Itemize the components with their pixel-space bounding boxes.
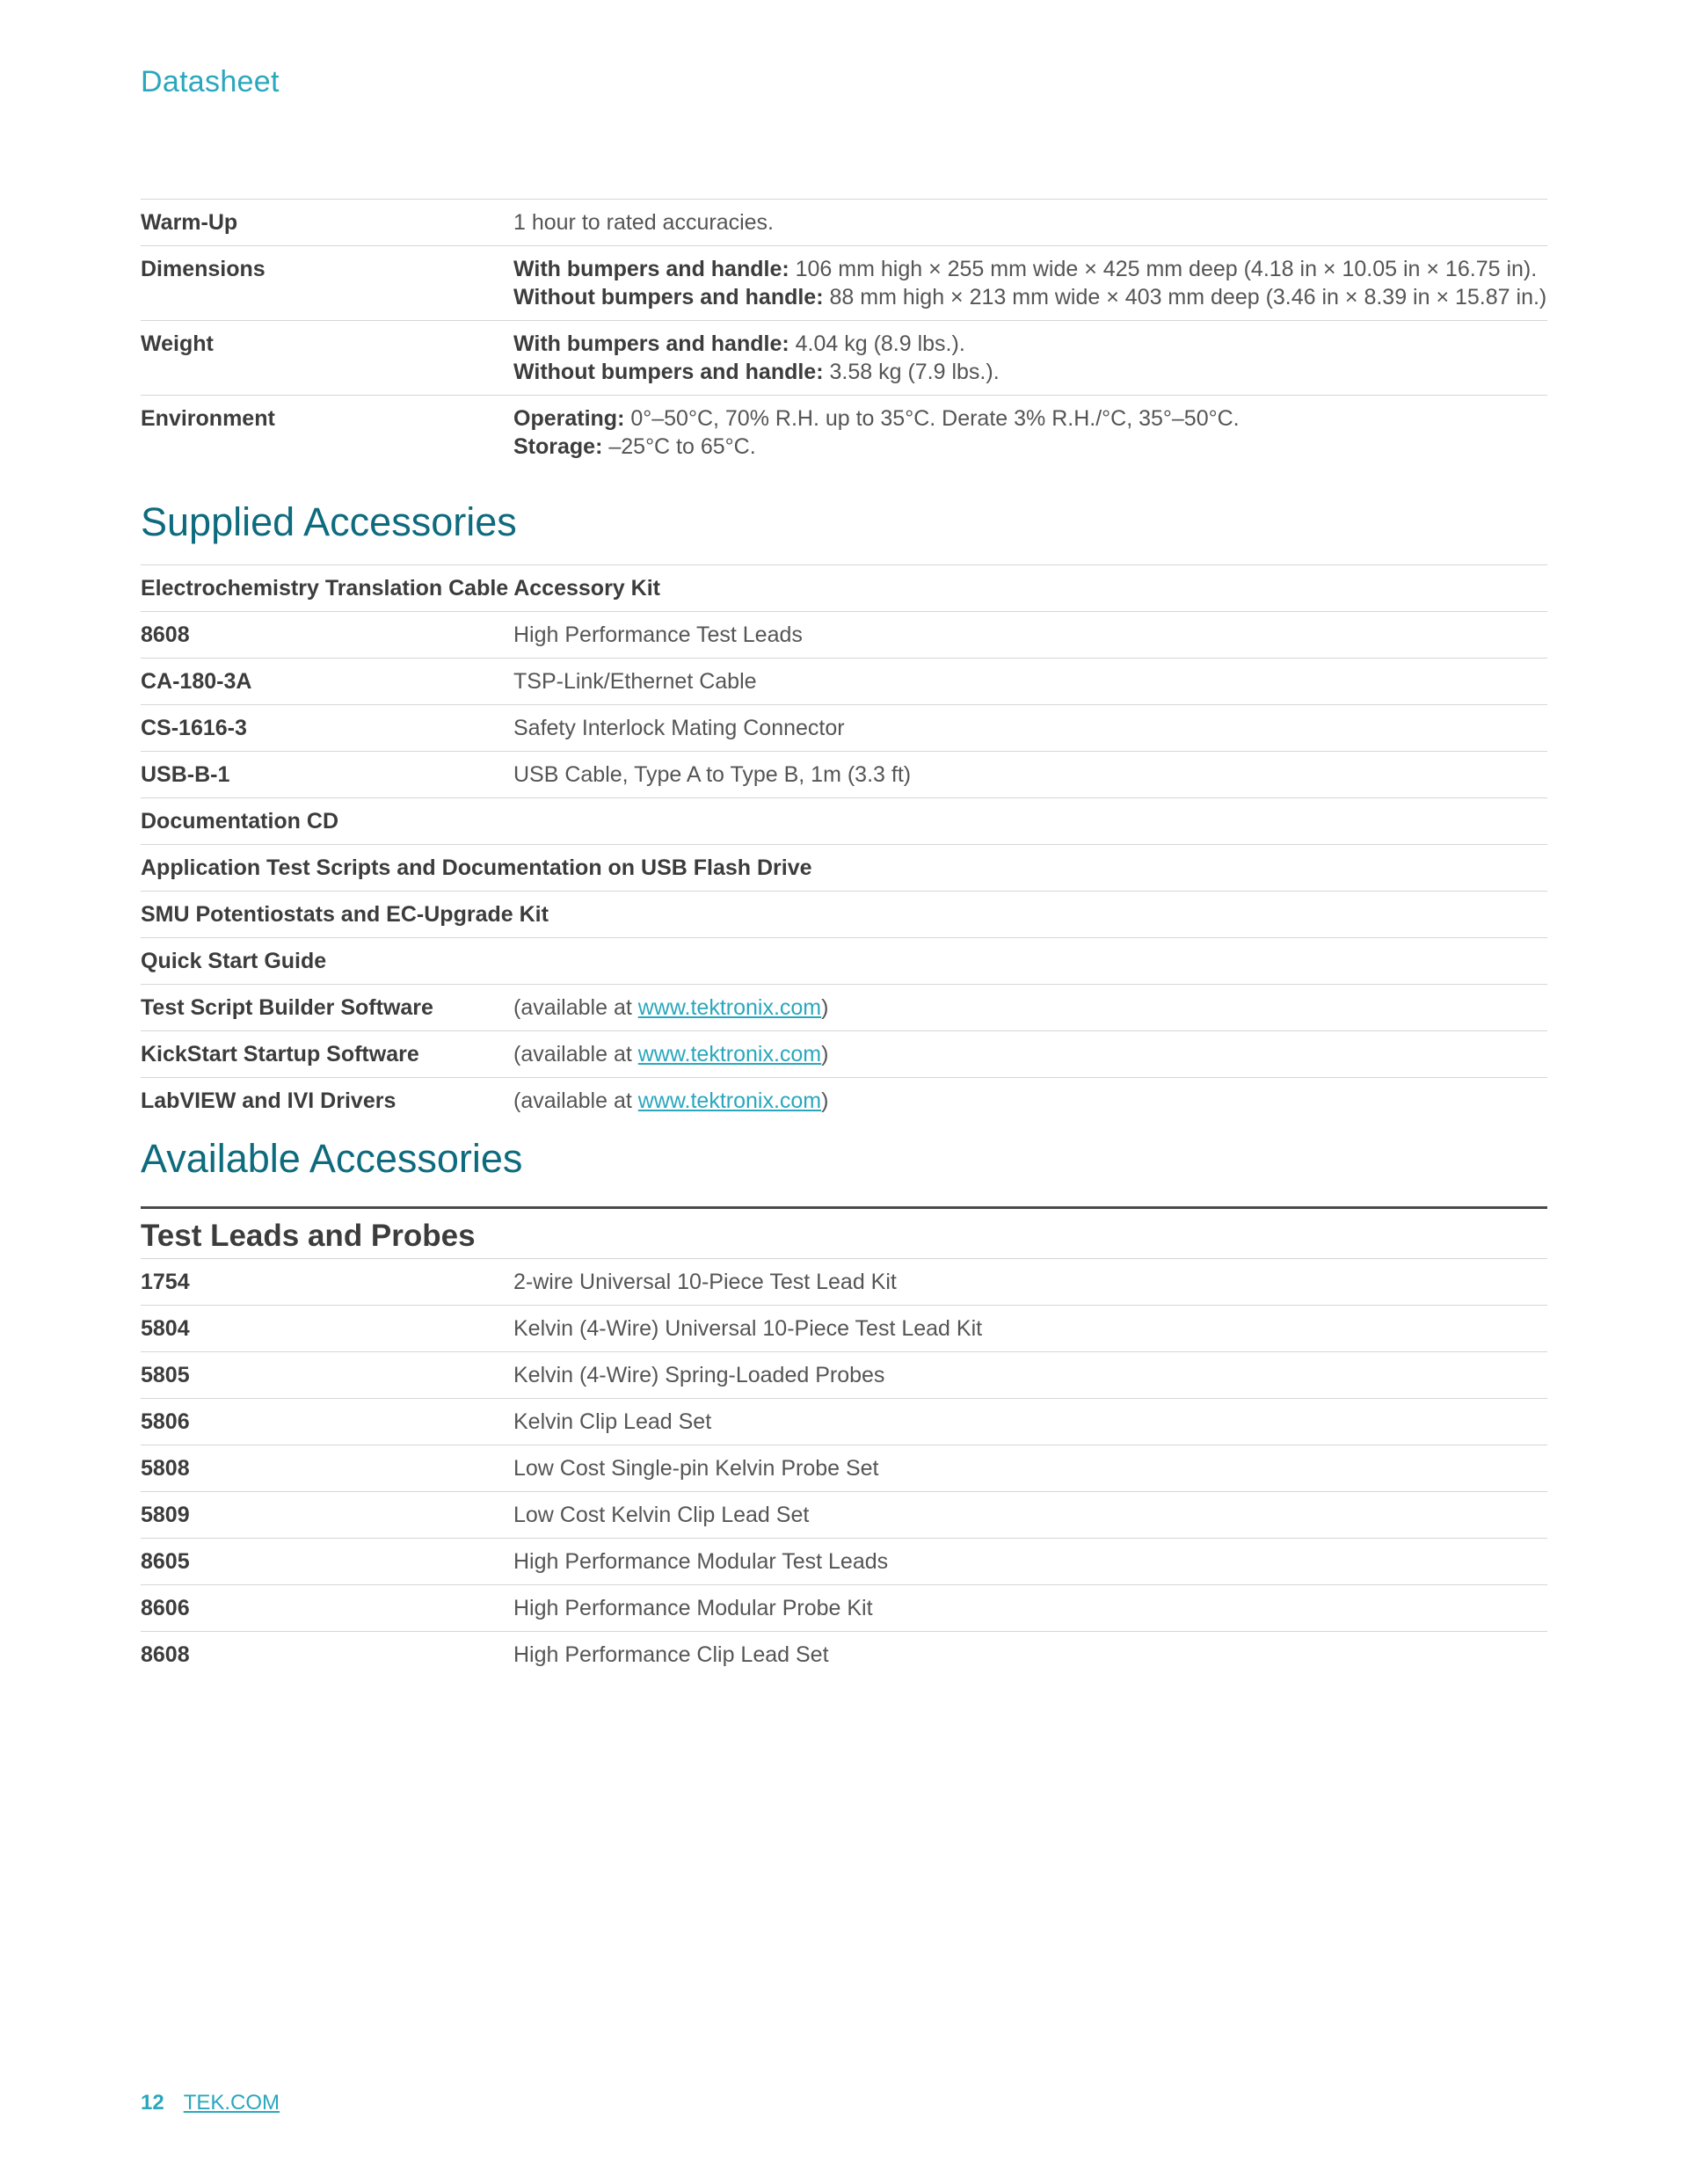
accessory-model: USB-B-1 <box>141 762 230 787</box>
table-row <box>141 1351 1547 1398</box>
accessory-description: TSP-Link/Ethernet Cable <box>513 669 757 694</box>
table-row <box>141 704 1547 751</box>
table-row <box>141 1077 1547 1124</box>
table-row <box>141 1030 1547 1077</box>
test-leads-subheading: Test Leads and Probes <box>141 1206 1547 1258</box>
accessory-model: 8608 <box>141 1642 190 1667</box>
accessory-name: Application Test Scripts and Documentation on USB Flash Drive <box>141 855 812 880</box>
specifications-table <box>141 199 1547 470</box>
spec-value-line <box>513 433 1547 461</box>
availability-suffix: ) <box>821 1042 829 1067</box>
spec-value-text: 3.58 kg (7.9 lbs.). <box>823 360 1000 384</box>
spec-value-line <box>513 255 1547 283</box>
spec-value-text: 88 mm high × 213 mm wide × 403 mm deep (3.46 in × 8.39 in × 15.87 in.) <box>823 285 1547 309</box>
table-row <box>141 658 1547 704</box>
spec-value <box>513 330 1547 386</box>
available-accessories-section <box>141 1136 1547 1678</box>
accessory-description: High Performance Modular Probe Kit <box>513 1596 873 1620</box>
spec-row <box>141 395 1547 470</box>
accessory-description: High Performance Clip Lead Set <box>513 1642 829 1667</box>
accessory-description: Kelvin Clip Lead Set <box>513 1409 712 1434</box>
accessory-model: 1754 <box>141 1270 190 1294</box>
spec-value <box>513 255 1547 311</box>
spec-value-qualifier: Storage: <box>513 434 603 459</box>
accessory-description: Kelvin (4-Wire) Universal 10-Piece Test Lead Kit <box>513 1316 983 1341</box>
accessory-model: 8606 <box>141 1596 190 1620</box>
spec-value-text: 1 hour to rated accuracies. <box>513 210 774 235</box>
spec-label: Warm-Up <box>141 210 238 235</box>
availability-suffix: ) <box>821 1088 829 1113</box>
available-accessories-heading: Available Accessories <box>141 1136 523 1181</box>
accessory-description <box>513 1040 1547 1068</box>
spec-value <box>513 208 1547 237</box>
accessory-description: High Performance Test Leads <box>513 622 803 647</box>
accessory-model: 8605 <box>141 1549 190 1574</box>
table-row <box>141 891 1547 937</box>
spec-value-line <box>513 404 1547 433</box>
spec-value-qualifier: With bumpers and handle: <box>513 331 789 356</box>
availability-suffix: ) <box>821 995 829 1020</box>
spec-value-line <box>513 330 1547 358</box>
tektronix-link[interactable]: www.tektronix.com <box>637 995 822 1020</box>
accessory-description: Low Cost Kelvin Clip Lead Set <box>513 1503 810 1527</box>
spec-value-qualifier: Without bumpers and handle: <box>513 360 824 384</box>
supplied-accessories-heading: Supplied Accessories <box>141 499 517 544</box>
spec-value-qualifier: Without bumpers and handle: <box>513 285 824 309</box>
available-accessories-table <box>141 1258 1547 1678</box>
spec-value-qualifier: With bumpers and handle: <box>513 257 789 281</box>
accessory-model: 5805 <box>141 1363 190 1387</box>
accessory-model: 5808 <box>141 1456 190 1481</box>
table-row <box>141 1305 1547 1351</box>
accessory-model: 5806 <box>141 1409 190 1434</box>
table-row <box>141 1491 1547 1538</box>
table-row <box>141 1584 1547 1631</box>
spec-row <box>141 199 1547 245</box>
supplied-accessories-section <box>141 499 1547 1124</box>
availability-prefix: (available at <box>513 1042 638 1067</box>
spec-label: Dimensions <box>141 257 266 281</box>
accessory-description: 2-wire Universal 10-Piece Test Lead Kit <box>513 1270 897 1294</box>
accessory-model: LabVIEW and IVI Drivers <box>141 1088 397 1113</box>
accessory-model: Test Script Builder Software <box>141 995 433 1020</box>
table-row <box>141 984 1547 1030</box>
spec-value-text: 4.04 kg (8.9 lbs.). <box>789 331 965 356</box>
accessory-name: Quick Start Guide <box>141 949 327 973</box>
page-footer <box>141 2091 280 2115</box>
table-row <box>141 1631 1547 1678</box>
page-number: 12 <box>141 2091 164 2115</box>
accessory-name: SMU Potentiostats and EC-Upgrade Kit <box>141 902 549 927</box>
supplied-accessories-table <box>141 564 1547 1124</box>
availability-prefix: (available at <box>513 995 638 1020</box>
table-row <box>141 611 1547 658</box>
accessory-model: KickStart Startup Software <box>141 1042 419 1067</box>
accessory-description: USB Cable, Type A to Type B, 1m (3.3 ft) <box>513 762 912 787</box>
table-row <box>141 1258 1547 1305</box>
table-row <box>141 797 1547 844</box>
table-row <box>141 1538 1547 1584</box>
accessory-description: High Performance Modular Test Leads <box>513 1549 889 1574</box>
tektronix-link[interactable]: www.tektronix.com <box>637 1042 822 1067</box>
accessory-model: 5804 <box>141 1316 190 1341</box>
site-link[interactable]: TEK.COM <box>183 2091 280 2115</box>
table-row <box>141 1398 1547 1445</box>
spec-value-line <box>513 358 1547 386</box>
table-row <box>141 937 1547 984</box>
accessory-model: CA-180-3A <box>141 669 252 694</box>
spec-value-qualifier: Operating: <box>513 406 625 431</box>
table-row <box>141 844 1547 891</box>
spec-value-text: 0°–50°C, 70% R.H. up to 35°C. Derate 3% R.H./°C, 35°–50°C. <box>624 406 1240 431</box>
accessory-description <box>513 1087 1547 1115</box>
availability-prefix: (available at <box>513 1088 638 1113</box>
accessory-description: Kelvin (4-Wire) Spring-Loaded Probes <box>513 1363 885 1387</box>
spec-value-line <box>513 208 1547 237</box>
spec-label: Environment <box>141 406 275 431</box>
spec-value-line <box>513 283 1547 311</box>
table-row <box>141 751 1547 797</box>
spec-row <box>141 245 1547 320</box>
table-row <box>141 1445 1547 1491</box>
accessory-model: CS-1616-3 <box>141 716 247 740</box>
accessory-name: Documentation CD <box>141 809 338 834</box>
spec-value-text: 106 mm high × 255 mm wide × 425 mm deep (4.18 in × 10.05 in × 16.75 in). <box>789 257 1538 281</box>
table-row <box>141 564 1547 611</box>
accessory-description: Low Cost Single-pin Kelvin Probe Set <box>513 1456 879 1481</box>
spec-row <box>141 320 1547 395</box>
accessory-description: Safety Interlock Mating Connector <box>513 716 845 740</box>
spec-value-text: –25°C to 65°C. <box>602 434 756 459</box>
accessory-name: Electrochemistry Translation Cable Accessory Kit <box>141 576 660 601</box>
accessory-model: 5809 <box>141 1503 190 1527</box>
accessory-model: 8608 <box>141 622 190 647</box>
spec-value <box>513 404 1547 461</box>
document-label: Datasheet <box>141 65 280 98</box>
spec-label: Weight <box>141 331 214 356</box>
accessory-description <box>513 994 1547 1022</box>
tektronix-link[interactable]: www.tektronix.com <box>637 1088 822 1113</box>
